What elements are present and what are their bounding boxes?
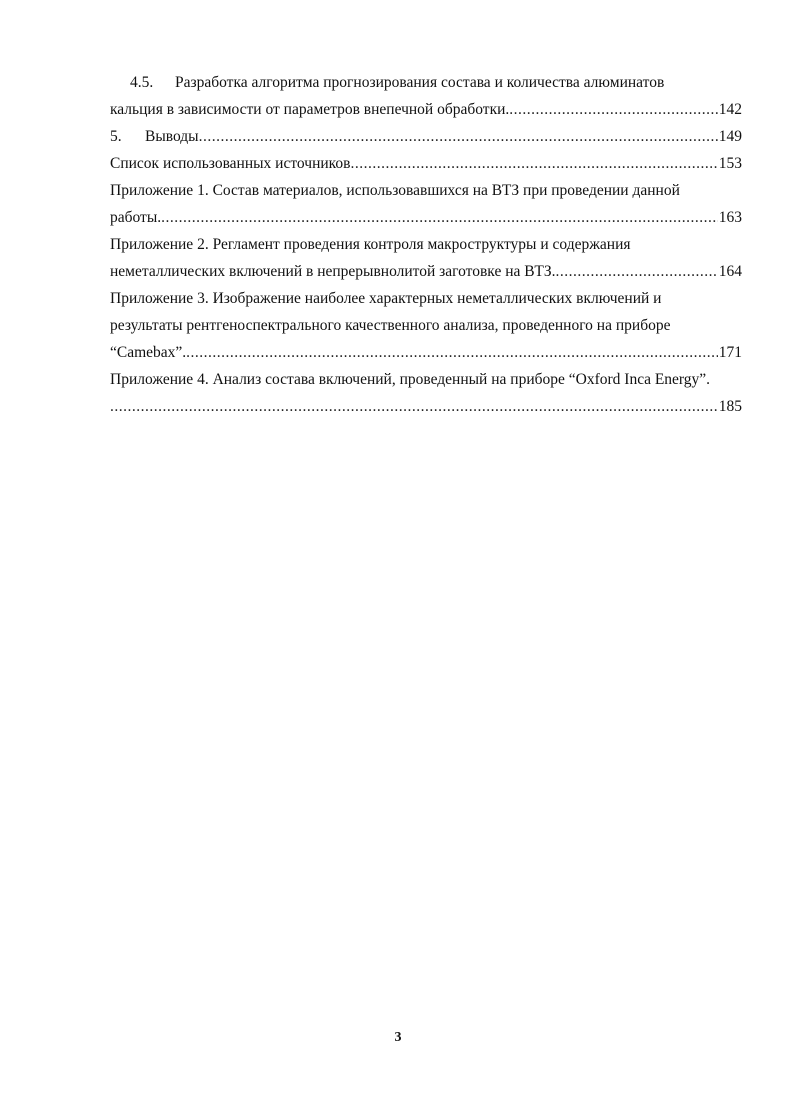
toc-entry-appendix-3-line-1 <box>110 285 742 312</box>
toc-entry-appendix-4-line-1 <box>110 366 742 393</box>
toc-page-number: 153 <box>718 155 742 172</box>
toc-entry-title: Приложение 4. Анализ состава включений, проведенный на приборе “Oxford Inca Energy”. <box>110 371 711 388</box>
toc-entry-4-5-line-1 <box>110 69 742 96</box>
toc-entry-number: 5. <box>110 128 122 145</box>
toc-entry-5 <box>110 123 742 150</box>
toc-page-number: 171 <box>718 344 742 361</box>
dot-leader <box>161 204 718 231</box>
page-number: 3 <box>394 1030 402 1045</box>
toc-entry-appendix-2-line-1 <box>110 231 742 258</box>
toc-page-number: 185 <box>718 398 742 415</box>
toc-entry-4-5-line-2 <box>110 96 742 123</box>
dot-leader <box>186 339 718 366</box>
toc-entry-appendix-4-line-2 <box>110 393 742 420</box>
toc-page-number: 164 <box>718 263 742 280</box>
toc-entry-title-continued: работы. <box>110 209 162 226</box>
toc-entry-appendix-2-line-2 <box>110 258 742 285</box>
toc-entry-appendix-3-line-3 <box>110 339 742 366</box>
dot-leader <box>199 123 718 150</box>
toc-entry-title: Приложение 1. Состав материалов, использовавшихся на ВТЗ при проведении данной <box>110 182 680 199</box>
toc-entry-title-continued: “Camebax”. <box>110 344 187 361</box>
toc-page-number: 149 <box>718 128 742 145</box>
toc-entry-references <box>110 150 742 177</box>
table-of-contents <box>110 69 742 420</box>
toc-page-number: 142 <box>718 101 742 118</box>
toc-entry-title: Приложение 3. Изображение наиболее характерных неметаллических включений и <box>110 290 662 307</box>
toc-entry-number: 4.5. <box>130 74 154 91</box>
dot-leader <box>350 150 717 177</box>
toc-entry-appendix-1-line-1 <box>110 177 742 204</box>
toc-entry-title-continued: результаты рентгеноспектрального качественного анализа, проведенного на приборе <box>110 317 671 334</box>
toc-entry-title-continued: неметаллических включений в непрерывнолитой заготовке на ВТЗ. <box>110 263 556 280</box>
dot-leader <box>110 393 718 420</box>
toc-entry-title-continued: кальция в зависимости от параметров внепечной обработки. <box>110 101 510 118</box>
toc-entry-title: Приложение 2. Регламент проведения контроля макроструктуры и содержания <box>110 236 631 253</box>
dot-leader <box>509 96 717 123</box>
toc-entry-appendix-1-line-2 <box>110 204 742 231</box>
toc-entry-title: Выводы <box>145 128 199 145</box>
toc-entry-title: Разработка алгоритма прогнозирования состава и количества алюминатов <box>175 74 665 91</box>
toc-entry-title: Список использованных источников <box>110 155 351 172</box>
toc-page-number: 163 <box>718 209 742 226</box>
dot-leader <box>556 258 718 285</box>
toc-entry-appendix-3-line-2 <box>110 312 742 339</box>
